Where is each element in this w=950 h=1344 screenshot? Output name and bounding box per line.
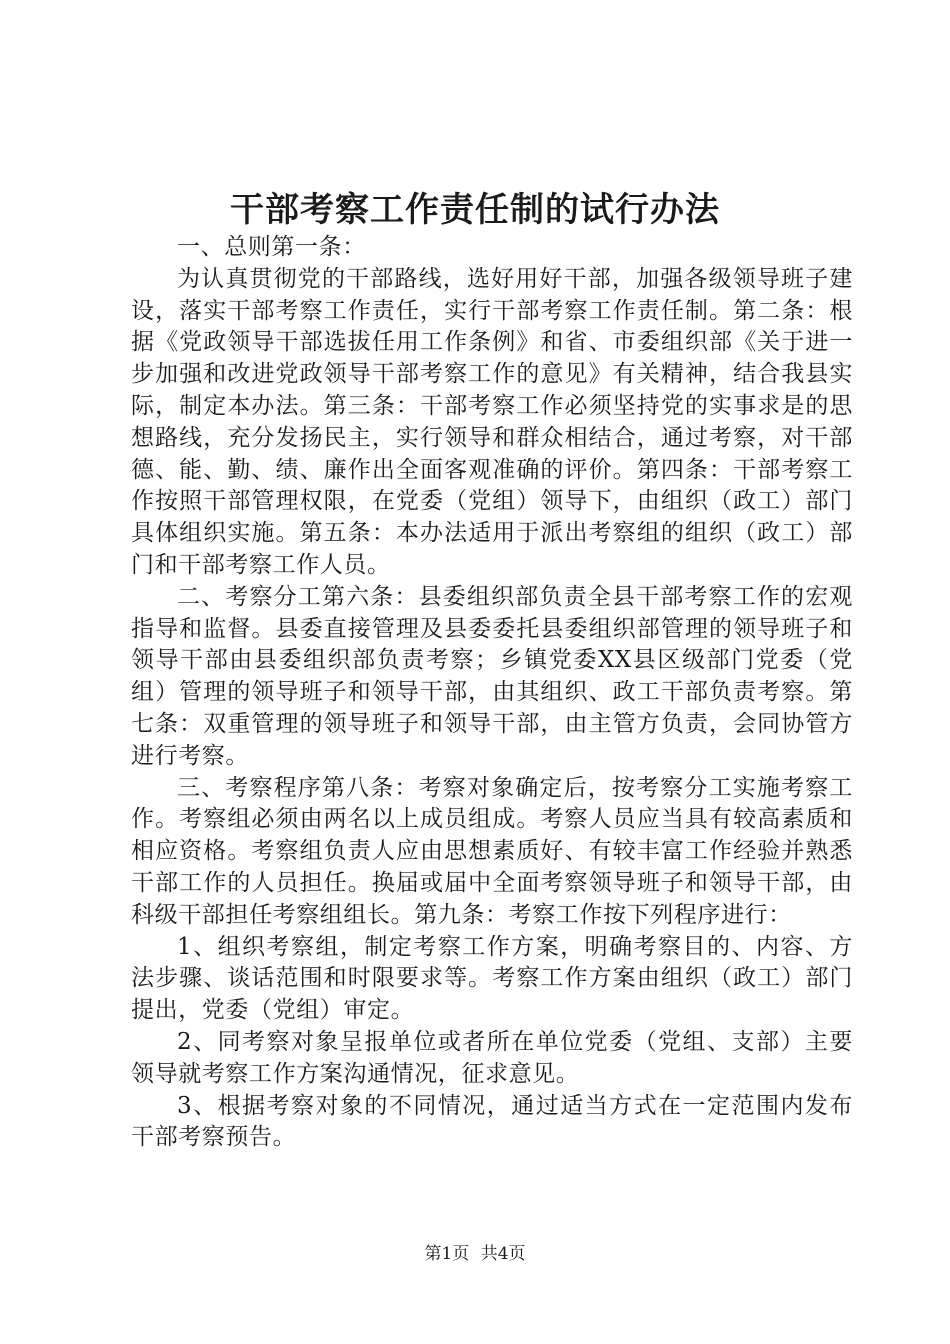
paragraph-general-heading: 一、总则第一条：: [177, 234, 366, 260]
paragraph-procedure: 三、考察程序第八条：考察对象确定后，按考察分工实施考察工作。考察组必须由两名以上成员组成。考察人员应当具有较高素质和相应资格。考察组负责人应由思想素质好、有较丰富工作经验并熟悉干部工作的人员担任。换届或届中全面考察领导班子和领导干部，由科级干部担任考察组组长。第九条：考察工作按下列程序进行：: [131, 774, 853, 928]
page-footer: [0, 1242, 950, 1266]
paragraph-step-2: 2、同考察对象呈报单位或者所在单位党委（党组、支部）主要领导就考察工作方案沟通情况，征求意见。: [131, 1028, 853, 1087]
paragraph-general-articles: 为认真贯彻党的干部路线，选好用好干部，加强各级领导班子建设，落实干部考察工作责任，实行干部考察工作责任制。第二条：根据《党政领导干部选拔任用工作条例》和省、市委组织部《关于进一步加强和改进党政领导干部考察工作的意见》有关精神，结合我县实际，制定本办法。第三条：干部考察工作必须坚持党的实事求是的思想路线，充分发扬民主，实行领导和群众相结合，通过考察，对干部德、能、勤、绩、廉作出全面客观准确的评价。第四条：干部考察工作按照干部管理权限，在党委（党组）领导下，由组织（政工）部门具体组织实施。第五条：本办法适用于派出考察组的组织（政工）部门和干部考察工作人员。: [131, 265, 853, 578]
document-body: [131, 232, 853, 1154]
paragraph-step-3: 3、根据考察对象的不同情况，通过适当方式在一定范围内发布干部考察预告。: [131, 1092, 853, 1151]
page-total: 共4页: [480, 1244, 526, 1264]
document-title: 干部考察工作责任制的试行办法: [230, 190, 720, 230]
paragraph-step-1: 1、组织考察组，制定考察工作方案，明确考察目的、内容、方法步骤、谈话范围和时限要求等。考察工作方案由组织（政工）部门提出，党委（党组）审定。: [131, 933, 853, 1024]
page-number: 第1页: [424, 1244, 470, 1264]
paragraph-division-of-work: 二、考察分工第六条：县委组织部负责全县干部考察工作的宏观指导和监督。县委直接管理及县委委托县委组织部管理的领导班子和领导干部由县委组织部负责考察；乡镇党委XX县区级部门党委（党组）管理的领导班子和领导干部，由其组织、政工干部负责考察。第七条：双重管理的领导班子和领导干部，由主管方负责，会同协管方进行考察。: [131, 583, 853, 769]
